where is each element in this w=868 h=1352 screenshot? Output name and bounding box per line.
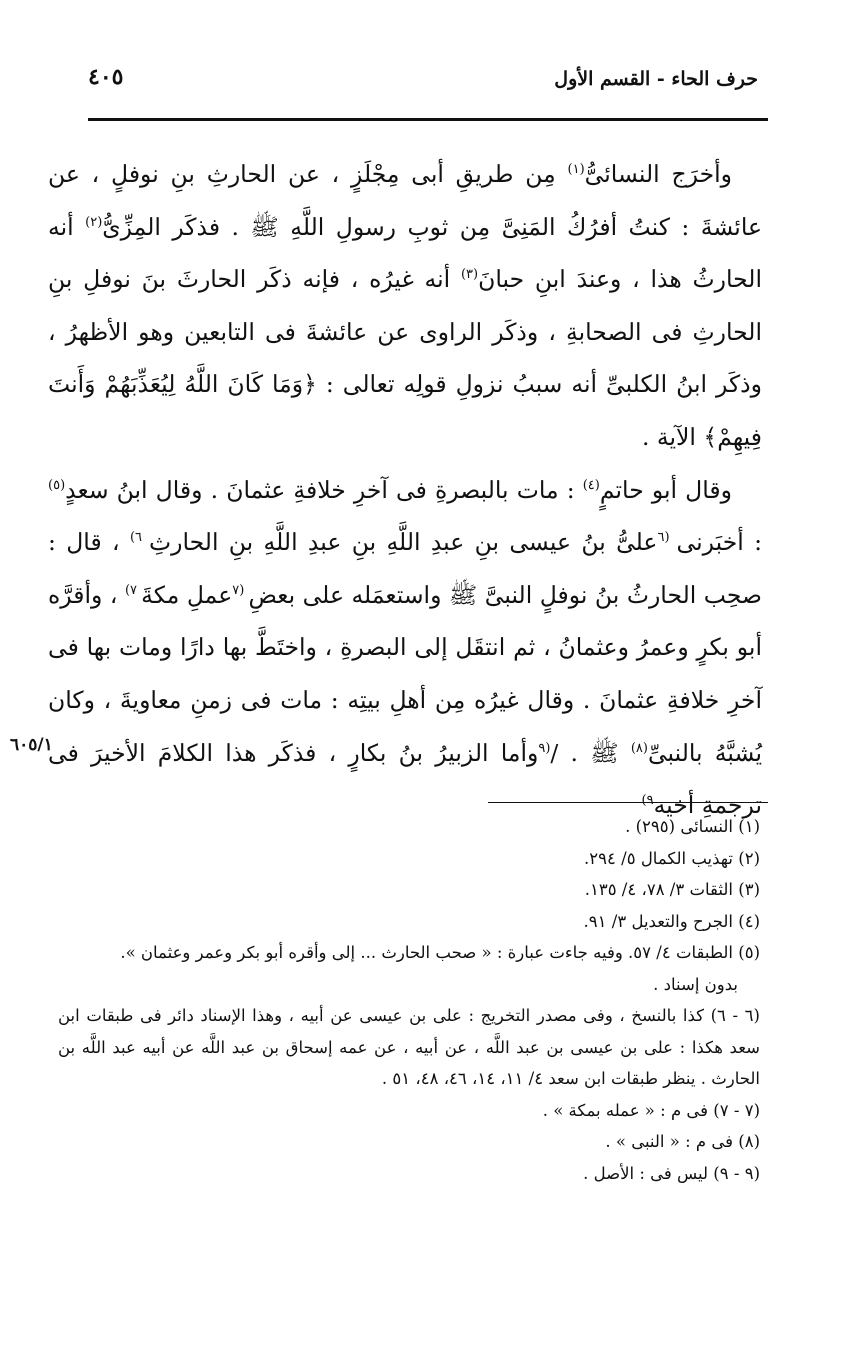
footnote-9: (٩ - ٩) ليس فى : الأصل .: [583, 1163, 760, 1183]
paragraph-2: [48, 464, 762, 832]
footnote-ref-6-open: (٦: [657, 530, 677, 546]
paragraph-1: [48, 148, 762, 464]
footnote-ref-7-open: (٧: [232, 582, 249, 598]
text-span: علىُّ بنُ عيسى بنِ عبدِ اللَّهِ بنِ عبدِ اللَّهِ بنِ الحارثِ: [148, 528, 658, 557]
footnote-5: (٥) الطبقات ٤/ ٥٧. وفيه جاءت عبارة : « صحب الحارث ... إلى وأقره أبو بكر وعمر وعثمان ».: [120, 943, 760, 962]
footnote-ref-9-open: (٩: [538, 740, 551, 756]
footnote-4: (٤) الجرح والتعديل ٣/ ٩١.: [583, 911, 760, 931]
text-span: أنه الحارثُ هذا ، وعندَ ابنِ حبانَ: [48, 212, 762, 294]
text-span: ﷺ . /: [550, 738, 631, 767]
footnote-ref-2: (٢): [85, 214, 103, 230]
footnote-ref-3: (٣): [460, 267, 479, 283]
footnote-2: (٢) تهذيب الكمال ٥/ ٢٩٤.: [584, 848, 760, 868]
footnote-ref-9-close: ٩): [641, 793, 654, 809]
footnote-7: (٧ - ٧) فى م : « عمله بمكة » .: [542, 1100, 760, 1120]
footnote-ref-6-close: ٦): [129, 530, 149, 546]
header-rule: [88, 118, 768, 121]
footnotes: [58, 811, 760, 1189]
footnote-ref-8: (٨): [630, 740, 648, 756]
text-span: : أخبَرنى: [676, 528, 762, 557]
footnote-5-continued: بدون إسناد .: [653, 974, 738, 994]
footnote-6: (٦ - ٦) كذا بالنسخ ، وفى مصدر التخريج : على بن عيسى عن أبيه ، وهذا الإسناد دائر فى طبقات ابن سعد هكذا : على بن عيسى بن عبد اللَّه ، عن أبيه ، عن عمه إسحاق بن عبد اللَّه عن أبيه عبد اللَّه بن الحارث . ينظر طبقات ابن سعد ٤/ ١١، ١٤، ٤٦، ٤٨، ٥١ .: [58, 1006, 760, 1088]
footnote-ref-5: (٥): [48, 477, 66, 493]
page-header: [88, 64, 764, 106]
main-text: [48, 148, 762, 832]
footnote-3: (٣) الثقات ٣/ ٧٨، ٤/ ١٣٥.: [584, 880, 760, 899]
footnote-ref-4: (٤): [582, 477, 600, 493]
running-title: حرف الحاء - القسم الأول: [554, 68, 758, 90]
footnote-ref-1: (١): [567, 162, 585, 178]
footnote-1: (١) النسائى (٢٩٥) .: [625, 817, 760, 836]
text-span: وأخرَج النسائىُّ: [584, 160, 732, 188]
footnote-rule: [488, 802, 768, 803]
page-number: ٤٠٥: [88, 64, 124, 90]
text-span: ، وأقرَّه أبو بكرٍ وعمرُ وعثمانُ ، ثم انتقَل إلى البصرةِ ، واختَطَّ بها دارًا ومات بها فى آخرِ خلافةِ عثمانَ . وقال غيرُه مِن أهلِ بيتِه : مات فى زمنِ معاويةَ ، وكان يُشبَّهُ بالنبىِّ: [48, 580, 763, 767]
text-span: عملِ مكةَ: [141, 580, 233, 609]
footnote-ref-7-close: ٧): [124, 582, 142, 598]
text-span: : مات بالبصرةِ فى آخرِ خلافةِ عثمانَ . وقال ابنُ سعدٍ: [65, 475, 583, 504]
margin-manuscript-ref: ٦٠٥/١: [10, 735, 53, 755]
text-span: أنه غيرُه ، فإنه ذكَر الحارثَ بنَ نوفلِ بنِ الحارثِ فى الصحابةِ ، وذكَر الراوى عن عائشةَ فى التابعين وهو الأظهرُ ، وذكَر ابنُ الكلبىِّ أنه سببُ نزولِ قولِه تعالى : ﴿وَمَا كَانَ اللَّهُ لِيُعَذِّبَهُمْ وَأَنتَ فِيهِمْ﴾ الآية .: [48, 265, 762, 451]
text-span: وأما الزبيرُ بنُ بكارٍ ، فذكَر هذا الكلامَ الأخيرَ فى ترجمةِ أخيه: [48, 738, 762, 820]
text-span: مِن طريقِ أبى مِجْلَزٍ ، عن الحارثِ بنِ نوفلٍ ، عن عائشةَ : كنتُ أفرُكُ المَنِىَّ مِن ثوبِ رسولِ اللَّهِ ﷺ . فذكَر المِزِّىُّ: [48, 160, 763, 241]
text-span: وقال أبو حاتمٍ: [599, 475, 732, 504]
footnote-8: (٨) فى م : « النبى » .: [605, 1132, 760, 1151]
text-span: ، قال : صحِب الحارثُ بنُ نوفلٍ النبىَّ ﷺ واستعمَله على بعضِ: [48, 528, 762, 609]
